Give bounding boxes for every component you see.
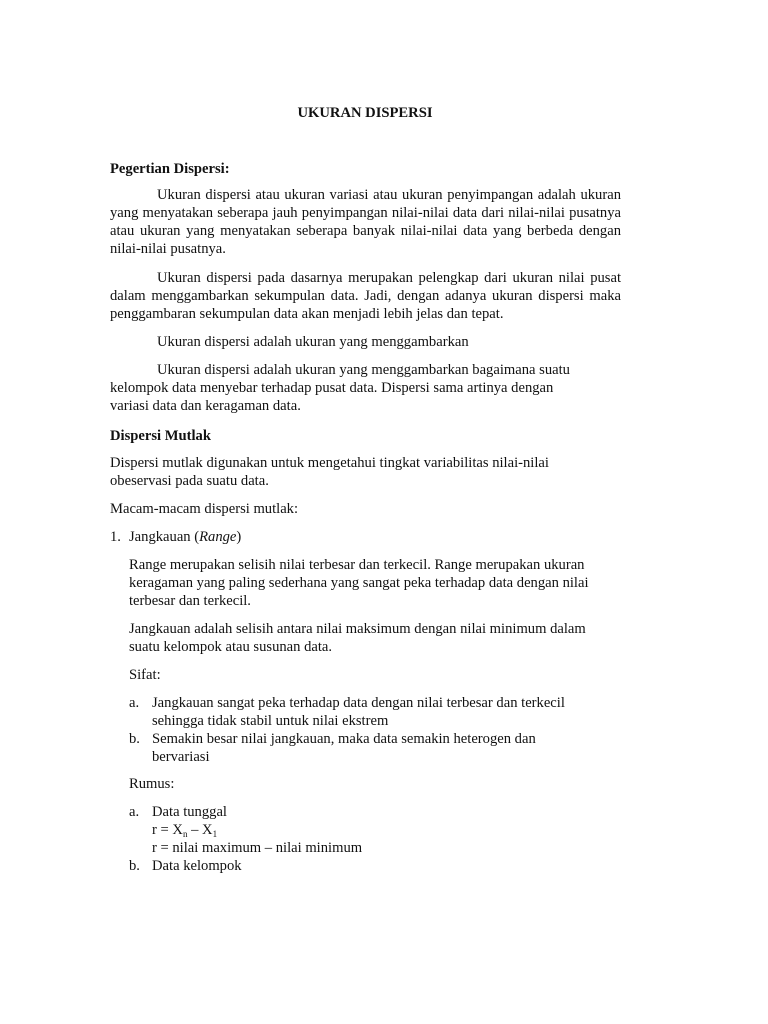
label-close: ) <box>236 529 242 545</box>
text-line: Range merupakan selisih nilai terbesar dan terkecil. Range merupakan ukuran <box>129 557 585 573</box>
text-line: terbesar dan terkecil. <box>129 593 251 609</box>
text-line: bervariasi <box>152 749 210 765</box>
text-line: keragaman yang paling sederhana yang sangat peka terhadap data dengan nilai <box>129 575 589 591</box>
formula-subscript: 1 <box>212 829 218 839</box>
text-line: obeservasi pada suatu data. <box>110 473 269 489</box>
text-line: variasi data dan keragaman data. <box>110 398 301 414</box>
sifat-marker: a. <box>129 695 140 711</box>
text-line: Ukuran dispersi adalah ukuran yang menggambarkan bagaimana suatu <box>157 362 570 378</box>
formula-part: – X <box>187 822 213 838</box>
paragraph-mutlak-2: Macam-macam dispersi mutlak: <box>110 501 299 517</box>
section-heading-pengertian: Pegertian Dispersi: <box>110 161 230 177</box>
text-line: Jangkauan sangat peka terhadap data dengan nilai terbesar dan terkecil <box>152 695 565 711</box>
text-line: kelompok data menyebar terhadap pusat data. Dispersi sama artinya dengan <box>110 380 554 396</box>
section-heading-mutlak: Dispersi Mutlak <box>110 428 211 444</box>
rumus-label-data-kelompok: Data kelompok <box>152 858 242 874</box>
rumus-label-data-tunggal: Data tunggal <box>152 804 227 820</box>
sifat-marker: b. <box>129 731 140 747</box>
formula-subscript: n <box>182 829 188 839</box>
rumus-marker: a. <box>129 804 140 820</box>
paragraph-pengertian-1: Ukuran dispersi atau ukuran variasi atau ukuran penyimpangan adalah ukuran yang menyatakan seberapa jauh penyimpangan nilai-nilai data dari nilai-nilai pusatnya atau ukuran yang menyatakan seberapa banyak nilai-nilai data yang berbeda dengan nilai-nilai pusatnya. <box>110 187 621 257</box>
label-text: Jangkauan ( <box>129 529 200 545</box>
text-line: Semakin besar nilai jangkauan, maka data semakin heterogen dan <box>152 731 536 747</box>
formula-range <box>152 821 217 839</box>
text-line: suatu kelompok atau susunan data. <box>129 639 333 655</box>
formula-part: r = X <box>152 822 183 838</box>
paragraph-pengertian-3: Ukuran dispersi adalah ukuran yang menggambarkan <box>157 334 469 350</box>
rumus-label: Rumus: <box>129 776 175 792</box>
text-line: sehingga tidak stabil untuk nilai ekstrem <box>152 713 389 729</box>
list-item-label <box>129 528 241 546</box>
list-number: 1. <box>110 529 121 545</box>
formula-range-words: r = nilai maximum – nilai minimum <box>152 840 363 856</box>
page-title: UKURAN DISPERSI <box>297 105 433 121</box>
paragraph-pengertian-2: Ukuran dispersi pada dasarnya merupakan pelengkap dari ukuran nilai pusat dalam menggambarkan sekumpulan data. Jadi, dengan adanya ukuran dispersi maka penggambaran sekumpulan data akan menjadi lebih jelas dan tepat. <box>110 270 621 322</box>
text-line: Dispersi mutlak digunakan untuk mengetahui tingkat variabilitas nilai-nilai <box>110 455 549 471</box>
text-line: Jangkauan adalah selisih antara nilai maksimum dengan nilai minimum dalam <box>129 621 586 637</box>
sifat-label: Sifat: <box>129 667 161 683</box>
rumus-marker: b. <box>129 858 140 874</box>
label-italic: Range <box>199 529 237 545</box>
